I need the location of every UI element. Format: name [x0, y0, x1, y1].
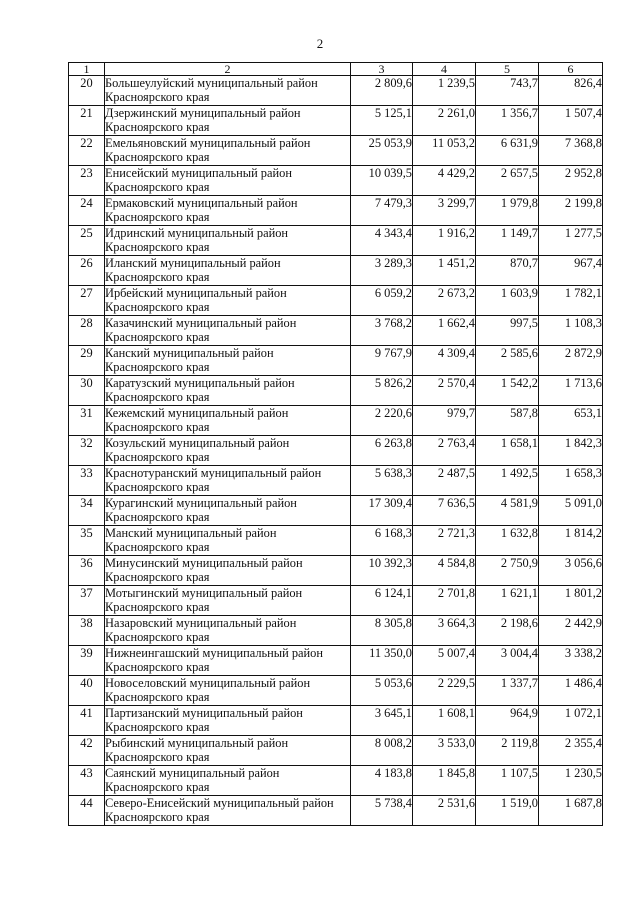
value-cell-col4: 4 309,4	[413, 346, 476, 376]
table-row	[69, 76, 603, 106]
district-name-line-1: Партизанский муниципальный район	[105, 706, 303, 720]
district-name-line-1: Каратузский муниципальный район	[105, 376, 295, 390]
table-row	[69, 616, 603, 646]
table-row	[69, 556, 603, 586]
district-name-line-1: Канский муниципальный район	[105, 346, 274, 360]
district-name-line-2: Красноярского края	[105, 780, 210, 794]
value-cell-col4: 2 721,3	[413, 526, 476, 556]
value-cell-col5: 743,7	[476, 76, 539, 106]
district-name-line-2: Красноярского края	[105, 300, 210, 314]
district-name-cell	[105, 346, 351, 376]
value-cell-col4: 5 007,4	[413, 646, 476, 676]
value-cell-col4: 979,7	[413, 406, 476, 436]
value-cell-col5: 1 337,7	[476, 676, 539, 706]
value-cell-col3: 3 289,3	[351, 256, 413, 286]
value-cell-col4: 1 845,8	[413, 766, 476, 796]
value-cell-col5: 2 657,5	[476, 166, 539, 196]
value-cell-col6: 1 713,6	[539, 376, 603, 406]
district-name-line-1: Манский муниципальный район	[105, 526, 277, 540]
district-name-line-2: Красноярского края	[105, 420, 210, 434]
table-row	[69, 406, 603, 436]
column-header-1: 1	[69, 63, 105, 76]
value-cell-col6: 1 782,1	[539, 286, 603, 316]
row-number-cell: 35	[69, 526, 105, 556]
district-name-cell	[105, 286, 351, 316]
value-cell-col4: 1 916,2	[413, 226, 476, 256]
column-header-4: 4	[413, 63, 476, 76]
district-name-line-2: Красноярского края	[105, 750, 210, 764]
table-row	[69, 496, 603, 526]
district-name-cell	[105, 796, 351, 826]
row-number-cell: 40	[69, 676, 105, 706]
row-number-cell: 41	[69, 706, 105, 736]
value-cell-col5: 2 119,8	[476, 736, 539, 766]
value-cell-col4: 3 533,0	[413, 736, 476, 766]
district-name-cell	[105, 406, 351, 436]
value-cell-col6: 1 507,4	[539, 106, 603, 136]
district-name-line-1: Рыбинский муниципальный район	[105, 736, 289, 750]
value-cell-col4: 2 531,6	[413, 796, 476, 826]
table-row	[69, 526, 603, 556]
column-header-6: 6	[539, 63, 603, 76]
value-cell-col5: 1 107,5	[476, 766, 539, 796]
district-name-line-1: Емельяновский муниципальный район	[105, 136, 311, 150]
value-cell-col3: 6 263,8	[351, 436, 413, 466]
row-number-cell: 23	[69, 166, 105, 196]
district-name-line-1: Минусинский муниципальный район	[105, 556, 303, 570]
value-cell-col6: 5 091,0	[539, 496, 603, 526]
value-cell-col6: 2 199,8	[539, 196, 603, 226]
district-name-line-1: Краснотуранский муниципальный район	[105, 466, 322, 480]
district-name-line-1: Дзержинский муниципальный район	[105, 106, 301, 120]
district-name-cell	[105, 586, 351, 616]
row-number-cell: 44	[69, 796, 105, 826]
value-cell-col3: 6 059,2	[351, 286, 413, 316]
district-name-line-2: Красноярского края	[105, 600, 210, 614]
value-cell-col5: 2 750,9	[476, 556, 539, 586]
district-name-line-2: Красноярского края	[105, 270, 210, 284]
table-row	[69, 466, 603, 496]
district-name-line-2: Красноярского края	[105, 390, 210, 404]
table-row	[69, 316, 603, 346]
district-name-line-2: Красноярского края	[105, 150, 210, 164]
value-cell-col3: 5 738,4	[351, 796, 413, 826]
value-cell-col5: 4 581,9	[476, 496, 539, 526]
district-name-line-1: Мотыгинский муниципальный район	[105, 586, 303, 600]
row-number-cell: 33	[69, 466, 105, 496]
value-cell-col5: 1 542,2	[476, 376, 539, 406]
value-cell-col3: 2 809,6	[351, 76, 413, 106]
row-number-cell: 43	[69, 766, 105, 796]
row-number-cell: 42	[69, 736, 105, 766]
row-number-cell: 31	[69, 406, 105, 436]
value-cell-col3: 9 767,9	[351, 346, 413, 376]
value-cell-col4: 2 701,8	[413, 586, 476, 616]
row-number-cell: 36	[69, 556, 105, 586]
district-name-line-2: Красноярского края	[105, 90, 210, 104]
value-cell-col4: 1 662,4	[413, 316, 476, 346]
table-row	[69, 436, 603, 466]
row-number-cell: 38	[69, 616, 105, 646]
district-name-cell	[105, 256, 351, 286]
value-cell-col3: 25 053,9	[351, 136, 413, 166]
table-body	[69, 63, 603, 826]
value-cell-col4: 3 299,7	[413, 196, 476, 226]
value-cell-col3: 6 124,1	[351, 586, 413, 616]
value-cell-col4: 2 261,0	[413, 106, 476, 136]
data-table	[68, 62, 603, 826]
value-cell-col6: 826,4	[539, 76, 603, 106]
district-name-line-2: Красноярского края	[105, 540, 210, 554]
row-number-cell: 21	[69, 106, 105, 136]
district-name-line-2: Красноярского края	[105, 120, 210, 134]
value-cell-col5: 1 492,5	[476, 466, 539, 496]
table-row	[69, 196, 603, 226]
value-cell-col3: 5 638,3	[351, 466, 413, 496]
column-number-header-row	[69, 63, 603, 76]
value-cell-col5: 1 356,7	[476, 106, 539, 136]
value-cell-col3: 17 309,4	[351, 496, 413, 526]
value-cell-col6: 967,4	[539, 256, 603, 286]
value-cell-col3: 6 168,3	[351, 526, 413, 556]
page-number: 2	[316, 36, 324, 51]
district-name-line-2: Красноярского края	[105, 480, 210, 494]
value-cell-col5: 587,8	[476, 406, 539, 436]
value-cell-col3: 3 645,1	[351, 706, 413, 736]
value-cell-col3: 4 343,4	[351, 226, 413, 256]
value-cell-col3: 10 039,5	[351, 166, 413, 196]
value-cell-col6: 1 486,4	[539, 676, 603, 706]
district-name-line-1: Кежемский муниципальный район	[105, 406, 289, 420]
value-cell-col3: 4 183,8	[351, 766, 413, 796]
district-name-cell	[105, 496, 351, 526]
value-cell-col5: 1 149,7	[476, 226, 539, 256]
district-name-line-2: Красноярского края	[105, 570, 210, 584]
district-name-cell	[105, 436, 351, 466]
district-name-line-2: Красноярского края	[105, 690, 210, 704]
district-name-cell	[105, 616, 351, 646]
row-number-cell: 29	[69, 346, 105, 376]
value-cell-col5: 1 621,1	[476, 586, 539, 616]
table-row	[69, 586, 603, 616]
district-name-cell	[105, 196, 351, 226]
value-cell-col4: 3 664,3	[413, 616, 476, 646]
value-cell-col4: 4 429,2	[413, 166, 476, 196]
value-cell-col3: 2 220,6	[351, 406, 413, 436]
district-name-line-1: Саянский муниципальный район	[105, 766, 280, 780]
value-cell-col5: 2 585,6	[476, 346, 539, 376]
district-name-cell	[105, 136, 351, 166]
row-number-cell: 39	[69, 646, 105, 676]
value-cell-col4: 2 570,4	[413, 376, 476, 406]
value-cell-col4: 2 673,2	[413, 286, 476, 316]
value-cell-col5: 870,7	[476, 256, 539, 286]
value-cell-col4: 2 487,5	[413, 466, 476, 496]
district-name-line-1: Енисейский муниципальный район	[105, 166, 292, 180]
district-name-line-1: Северо-Енисейский муниципальный район	[105, 796, 334, 810]
value-cell-col5: 6 631,9	[476, 136, 539, 166]
value-cell-col6: 1 842,3	[539, 436, 603, 466]
value-cell-col6: 1 801,2	[539, 586, 603, 616]
district-name-cell	[105, 526, 351, 556]
value-cell-col5: 1 519,0	[476, 796, 539, 826]
value-cell-col4: 2 229,5	[413, 676, 476, 706]
value-cell-col6: 1 814,2	[539, 526, 603, 556]
table-row	[69, 226, 603, 256]
value-cell-col6: 3 056,6	[539, 556, 603, 586]
value-cell-col4: 2 763,4	[413, 436, 476, 466]
value-cell-col6: 1 658,3	[539, 466, 603, 496]
district-name-line-1: Идринский муниципальный район	[105, 226, 289, 240]
row-number-cell: 28	[69, 316, 105, 346]
table-row	[69, 736, 603, 766]
district-name-line-2: Красноярского края	[105, 330, 210, 344]
district-name-cell	[105, 736, 351, 766]
row-number-cell: 20	[69, 76, 105, 106]
value-cell-col4: 1 451,2	[413, 256, 476, 286]
value-cell-col6: 2 442,9	[539, 616, 603, 646]
value-cell-col3: 7 479,3	[351, 196, 413, 226]
value-cell-col4: 1 608,1	[413, 706, 476, 736]
row-number-cell: 24	[69, 196, 105, 226]
value-cell-col6: 7 368,8	[539, 136, 603, 166]
value-cell-col3: 5 826,2	[351, 376, 413, 406]
district-name-line-1: Нижнеингашский муниципальный район	[105, 646, 324, 660]
district-name-line-1: Курагинский муниципальный район	[105, 496, 297, 510]
value-cell-col3: 8 008,2	[351, 736, 413, 766]
district-name-line-1: Назаровский муниципальный район	[105, 616, 297, 630]
value-cell-col6: 1 687,8	[539, 796, 603, 826]
value-cell-col3: 5 053,6	[351, 676, 413, 706]
row-number-cell: 32	[69, 436, 105, 466]
district-name-line-2: Красноярского края	[105, 510, 210, 524]
district-name-line-2: Красноярского края	[105, 450, 210, 464]
district-name-line-1: Новоселовский муниципальный район	[105, 676, 311, 690]
table-row	[69, 346, 603, 376]
row-number-cell: 30	[69, 376, 105, 406]
district-name-line-2: Красноярского края	[105, 240, 210, 254]
value-cell-col6: 1 277,5	[539, 226, 603, 256]
column-header-2: 2	[105, 63, 351, 76]
district-name-line-2: Красноярского края	[105, 360, 210, 374]
column-header-3: 3	[351, 63, 413, 76]
value-cell-col4: 11 053,2	[413, 136, 476, 166]
district-name-cell	[105, 376, 351, 406]
row-number-cell: 37	[69, 586, 105, 616]
value-cell-col6: 1 108,3	[539, 316, 603, 346]
district-name-cell	[105, 646, 351, 676]
district-name-line-2: Красноярского края	[105, 630, 210, 644]
value-cell-col6: 2 952,8	[539, 166, 603, 196]
value-cell-col6: 1 072,1	[539, 706, 603, 736]
value-cell-col3: 5 125,1	[351, 106, 413, 136]
table-row	[69, 706, 603, 736]
value-cell-col5: 1 632,8	[476, 526, 539, 556]
row-number-cell: 27	[69, 286, 105, 316]
value-cell-col5: 1 979,8	[476, 196, 539, 226]
value-cell-col6: 3 338,2	[539, 646, 603, 676]
value-cell-col6: 1 230,5	[539, 766, 603, 796]
table-row	[69, 646, 603, 676]
district-name-line-1: Козульский муниципальный район	[105, 436, 290, 450]
row-number-cell: 26	[69, 256, 105, 286]
row-number-cell: 25	[69, 226, 105, 256]
value-cell-col5: 2 198,6	[476, 616, 539, 646]
value-cell-col3: 8 305,8	[351, 616, 413, 646]
value-cell-col5: 997,5	[476, 316, 539, 346]
district-name-line-2: Красноярского края	[105, 810, 210, 824]
value-cell-col4: 1 239,5	[413, 76, 476, 106]
table-row	[69, 796, 603, 826]
district-name-cell	[105, 706, 351, 736]
district-name-cell	[105, 166, 351, 196]
district-name-line-1: Казачинский муниципальный район	[105, 316, 297, 330]
district-name-cell	[105, 316, 351, 346]
table-row	[69, 106, 603, 136]
district-name-line-2: Красноярского края	[105, 660, 210, 674]
value-cell-col5: 1 603,9	[476, 286, 539, 316]
table-row	[69, 376, 603, 406]
district-name-cell	[105, 556, 351, 586]
district-name-line-2: Красноярского края	[105, 720, 210, 734]
value-cell-col5: 964,9	[476, 706, 539, 736]
row-number-cell: 34	[69, 496, 105, 526]
district-name-line-1: Большеулуйский муниципальный район	[105, 76, 318, 90]
value-cell-col4: 4 584,8	[413, 556, 476, 586]
value-cell-col3: 11 350,0	[351, 646, 413, 676]
district-name-cell	[105, 226, 351, 256]
district-name-cell	[105, 676, 351, 706]
district-name-line-2: Красноярского края	[105, 180, 210, 194]
table-row	[69, 256, 603, 286]
district-name-line-1: Ирбейский муниципальный район	[105, 286, 287, 300]
district-name-cell	[105, 76, 351, 106]
table-row	[69, 136, 603, 166]
district-name-line-1: Ермаковский муниципальный район	[105, 196, 298, 210]
value-cell-col5: 1 658,1	[476, 436, 539, 466]
row-number-cell: 22	[69, 136, 105, 166]
district-name-cell	[105, 466, 351, 496]
column-header-5: 5	[476, 63, 539, 76]
table-row	[69, 286, 603, 316]
table-row	[69, 166, 603, 196]
value-cell-col6: 2 355,4	[539, 736, 603, 766]
table-row	[69, 676, 603, 706]
district-name-cell	[105, 106, 351, 136]
table-row	[69, 766, 603, 796]
value-cell-col6: 2 872,9	[539, 346, 603, 376]
value-cell-col4: 7 636,5	[413, 496, 476, 526]
value-cell-col5: 3 004,4	[476, 646, 539, 676]
district-name-cell	[105, 766, 351, 796]
district-name-line-1: Иланский муниципальный район	[105, 256, 281, 270]
district-name-line-2: Красноярского края	[105, 210, 210, 224]
value-cell-col3: 10 392,3	[351, 556, 413, 586]
value-cell-col6: 653,1	[539, 406, 603, 436]
value-cell-col3: 3 768,2	[351, 316, 413, 346]
